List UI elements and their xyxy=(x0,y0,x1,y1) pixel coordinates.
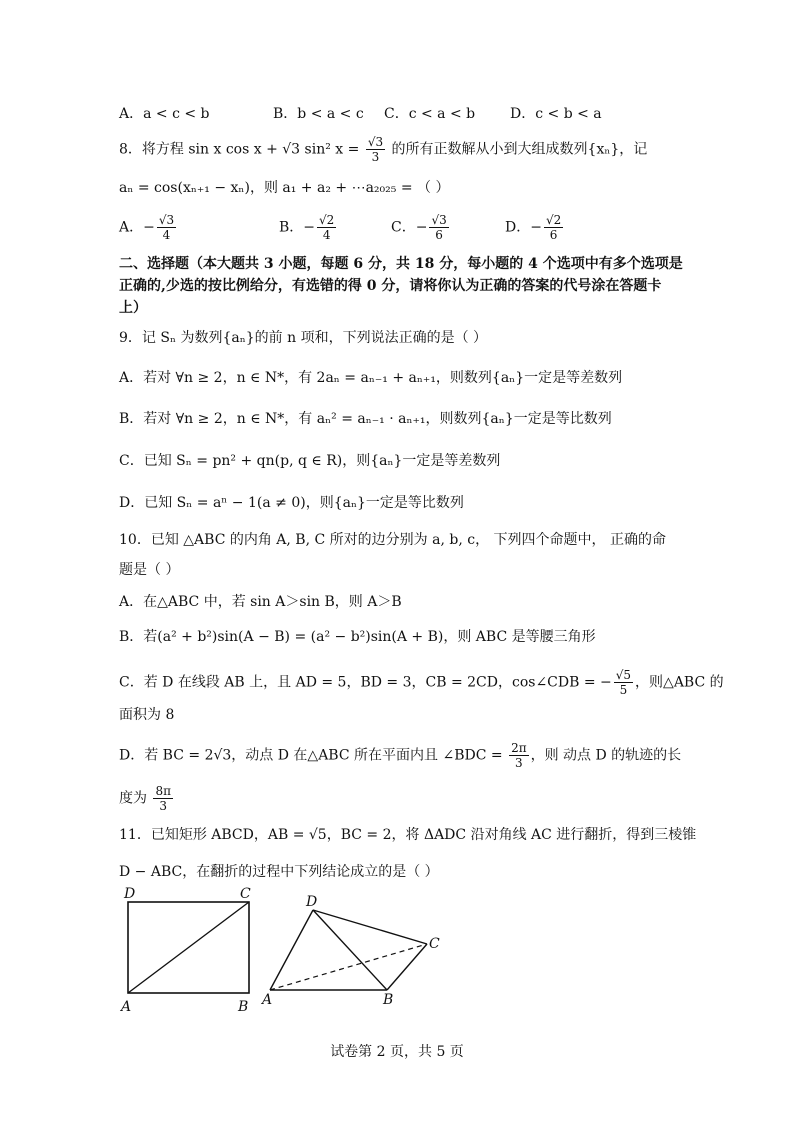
pyramid-label-a: A xyxy=(262,992,273,1008)
q8-option-c-den: 6 xyxy=(435,228,443,242)
q9-option-a: A．若对 ∀n ≥ 2，n ∈ N*，有 2aₙ = aₙ₋₁ + aₙ₊₁，则数列{aₙ}一定是等差数列 xyxy=(119,370,623,386)
q8-frac-num: √3 xyxy=(367,135,384,149)
q10-option-c-post: ，则△ABC 的 xyxy=(635,674,724,691)
q8-option-b-label: B．− xyxy=(279,219,316,236)
rect-label-a: A xyxy=(121,999,132,1015)
q8-option-b xyxy=(279,213,338,242)
pyramid-label-d: D xyxy=(306,894,318,910)
edge-bc xyxy=(387,944,427,990)
q9-option-c: C．已知 Sₙ = pn² + qn(p, q ∈ R)，则{aₙ}一定是等差数列 xyxy=(119,453,501,469)
q8-frac-den: 3 xyxy=(371,150,380,164)
rect-label-c: C xyxy=(240,886,251,902)
q8-option-a-frac xyxy=(157,213,176,242)
q10-option-d2-num: 8π xyxy=(155,784,171,798)
q8-stem-pre: 8．将方程 sin x cos x + √3 sin² x = xyxy=(119,141,364,158)
q8-option-b-frac xyxy=(317,213,336,242)
q7-option-a: A．a < c < b xyxy=(119,106,210,122)
q10-option-d-line2 xyxy=(119,784,175,813)
pyramid-figure xyxy=(260,894,440,1008)
edge-ac-hidden xyxy=(270,944,427,990)
q10-option-d-frac xyxy=(509,741,529,770)
q8-option-a-den: 4 xyxy=(162,228,171,242)
q10-stem-line2: 题是（ ） xyxy=(119,562,180,578)
q8-option-a-num: √3 xyxy=(158,213,175,227)
q8-stem-line2: aₙ = cos(xₙ₊₁ − xₙ)，则 a₁ + a₂ + ⋯a₂₀₂₅ = （ ） xyxy=(119,180,450,196)
q10-option-c-line2: 面积为 8 xyxy=(119,707,175,723)
edge-dc xyxy=(313,910,427,944)
q10-option-d xyxy=(119,741,681,770)
q10-option-d2-pre: 度为 xyxy=(119,790,152,807)
q8-option-a xyxy=(119,213,178,242)
rect-label-d: D xyxy=(124,886,136,902)
q8-stem-fraction xyxy=(366,135,385,164)
q11-stem-line2: D − ABC，在翻折的过程中下列结论成立的是（ ） xyxy=(119,864,439,880)
section2-heading-line2: 正确的,少选的按比例给分，有选错的得 0 分，请将你认为正确的答案的代号涂在答题卡 xyxy=(119,278,662,294)
q10-option-c-den: 5 xyxy=(619,683,628,697)
q8-option-d-den: 6 xyxy=(549,228,558,242)
section2-heading-line3: 上） xyxy=(119,300,147,316)
q8-option-c xyxy=(391,213,451,242)
q10-stem-line1: 10．已知 △ABC 的内角 A, B, C 所对的边分别为 a, b, c， 下列四个命题中， 正确的命 xyxy=(119,532,666,548)
q10-option-d2-den: 3 xyxy=(159,799,168,813)
q11-stem-line1: 11．已知矩形 ABCD，AB = √5，BC = 2，将 ΔADC 沿对角线 AC 进行翻折，得到三棱锥 xyxy=(119,827,697,843)
q8-option-d-frac xyxy=(544,213,563,242)
q8-stem-post: 的所有正数解从小到大组成数列{xₙ}，记 xyxy=(387,141,648,158)
q8-option-d-num: √2 xyxy=(545,213,562,227)
q10-option-b: B．若(a² + b²)sin(A − B) = (a² − b²)sin(A + B)，则 ABC 是等腰三角形 xyxy=(119,629,596,645)
q8-option-c-label: C．− xyxy=(391,219,428,236)
rectangle-figure xyxy=(119,886,251,1015)
q7-option-d: D．c < b < a xyxy=(510,106,602,122)
q9-stem: 9．记 Sₙ 为数列{aₙ}的前 n 项和，下列说法正确的是（ ） xyxy=(119,330,488,346)
q10-option-c-pre: C．若 D 在线段 AB 上，且 AD = 5，BD = 3，CB = 2CD，cos∠CDB = − xyxy=(119,674,612,691)
rectangle-diagonal-ac xyxy=(128,902,249,993)
q10-option-d-den: 3 xyxy=(515,756,523,770)
rect-label-b: B xyxy=(238,999,249,1015)
q8-option-d xyxy=(505,213,565,242)
q8-option-c-num: √3 xyxy=(431,213,447,227)
q8-option-c-frac xyxy=(429,213,448,242)
q7-option-b: B．b < a < c xyxy=(273,106,364,122)
q10-option-c-num: √5 xyxy=(615,668,632,682)
q9-option-d: D．已知 Sₙ = aⁿ − 1(a ≠ 0)，则{aₙ}一定是等比数列 xyxy=(119,495,464,511)
q8-stem-line1 xyxy=(119,135,647,164)
q7-option-c: C．c < a < b xyxy=(384,106,476,122)
q8-option-b-num: √2 xyxy=(319,213,335,227)
pyramid-label-c: C xyxy=(429,936,440,952)
q11-figures xyxy=(0,880,794,1030)
q10-option-a: A．在△ABC 中，若 sin A＞sin B，则 A＞B xyxy=(119,594,402,610)
pyramid-label-b: B xyxy=(383,992,394,1008)
q10-option-c xyxy=(119,668,724,697)
page-footer: 试卷第 2 页，共 5 页 xyxy=(330,1044,464,1060)
section2-heading-line1: 二、选择题（本大题共 3 小题，每题 6 分，共 18 分，每小题的 4 个选项中有多个选项是 xyxy=(119,256,683,272)
edge-da xyxy=(270,910,313,990)
q10-option-d-post: ，则 动点 D 的轨迹的长 xyxy=(530,747,682,764)
q10-option-d-num: 2π xyxy=(511,741,527,755)
q10-option-d-pre: D．若 BC = 2√3，动点 D 在△ABC 所在平面内且 ∠BDC = xyxy=(119,747,508,764)
q10-option-c-frac xyxy=(614,668,633,697)
q8-option-b-den: 4 xyxy=(322,228,331,242)
q8-option-d-label: D．− xyxy=(505,219,542,236)
q8-option-a-label: A．− xyxy=(119,219,155,236)
q9-option-b: B．若对 ∀n ≥ 2，n ∈ N*，有 aₙ² = aₙ₋₁ · aₙ₊₁，则数列{aₙ}一定是等比数列 xyxy=(119,411,612,427)
q10-option-d2-frac xyxy=(153,784,173,813)
edge-db xyxy=(313,910,387,990)
